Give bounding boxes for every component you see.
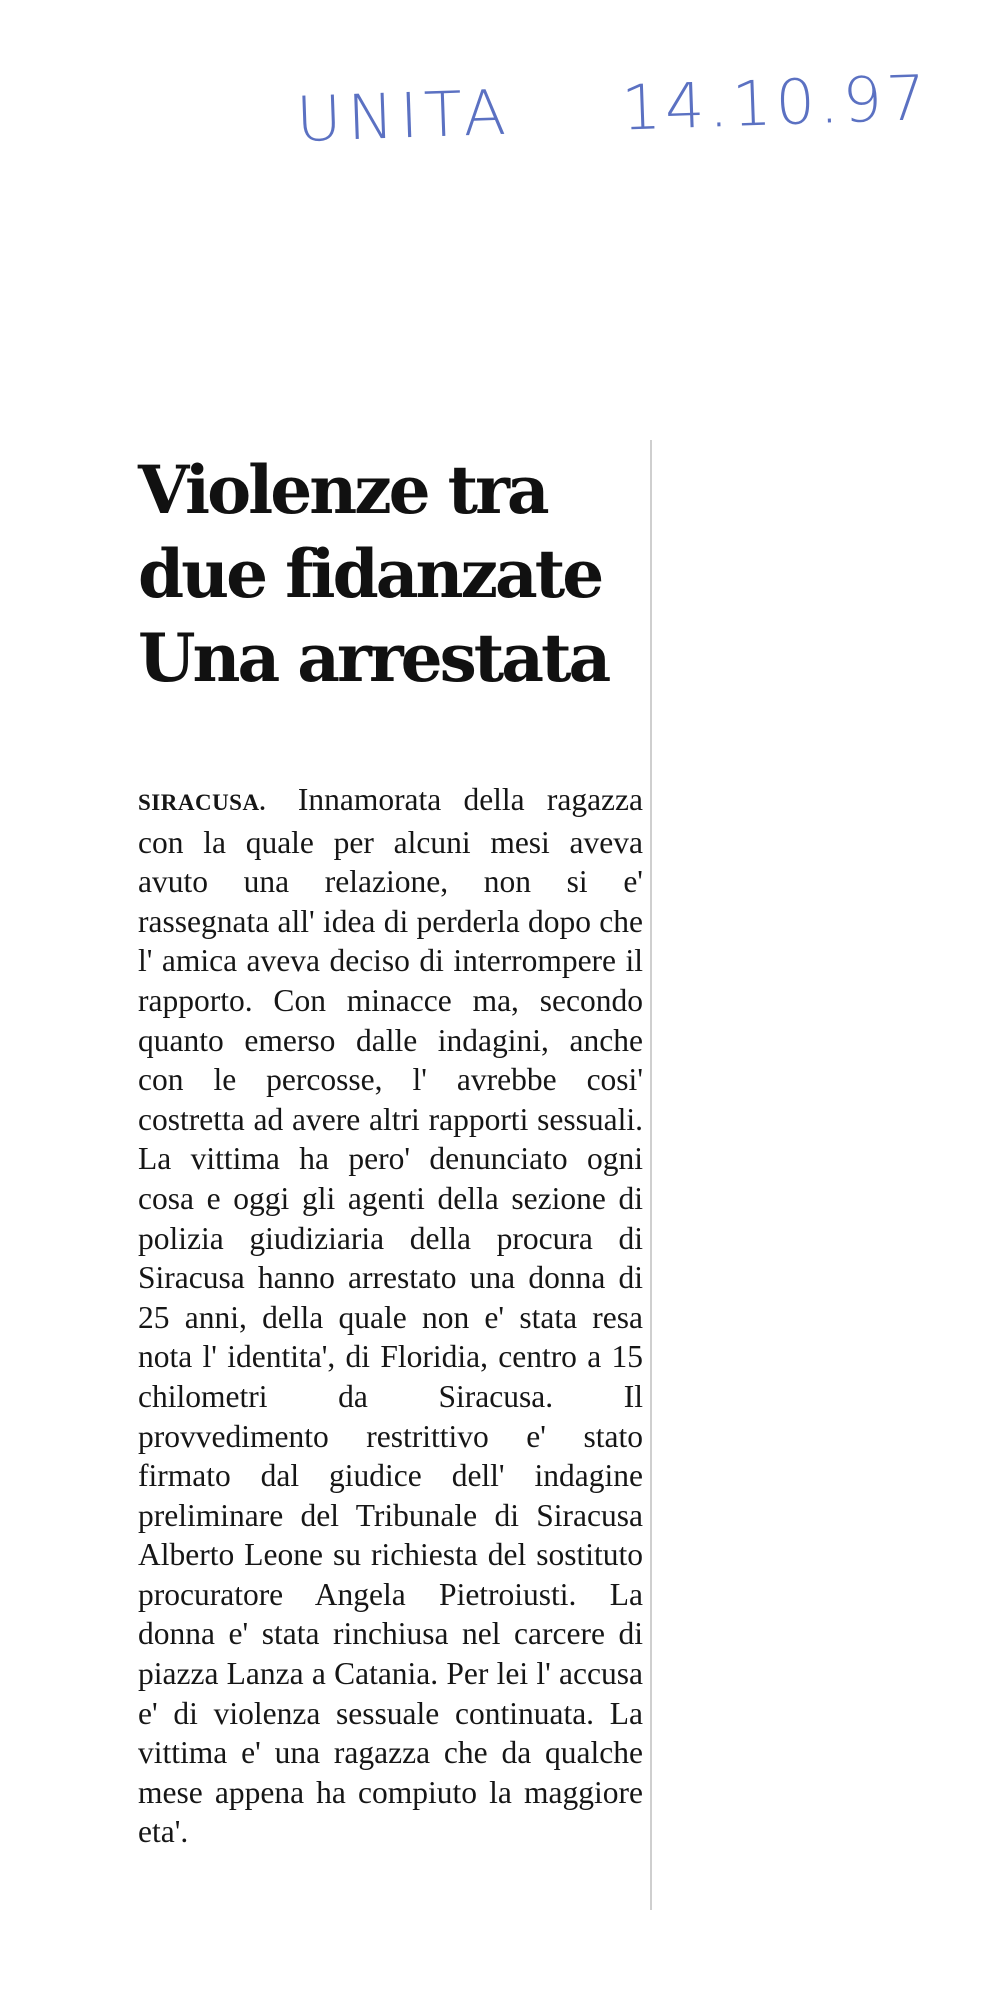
newspaper-clipping — [138, 448, 648, 1913]
clipping-edge — [650, 440, 652, 1910]
headline-line-1: Violenze tra — [138, 451, 547, 529]
article-text: Innamorata della ragazza con la quale per alcuni mesi aveva avuto una relazione, non si e' rassegnata all' idea di perderla dopo che l' amica aveva deciso di interrompere il rapporto. Con minacce ma, secondo quanto emerso dalle indagini, anche con le percosse, l' avrebbe cosi' costretta ad avere altri rapporti sessuali. La vittima ha pero' denunciato ogni cosa e oggi gli agenti della sezione di polizia giudiziaria della procura di Siracusa hanno arrestato una donna di 25 anni, della quale non e' stata resa nota l' identita', di Floridia, centro a 15 chilometri da Siracusa. Il provvedimento restrittivo e' stato firmato dal giudice dell' indagine preliminare del Tribunale di Siracusa Alberto Leone su richiesta del sostituto procuratore Angela Pietroiusti. La donna e' stata rinchiusa nel carcere di piazza Lanza a Catania. Per lei l' accusa e' di violenza sessuale continuata. La vittima e' una ragazza che da qualche mese appena ha compiuto la maggiore eta'. — [138, 782, 643, 1850]
headline-line-2: due fidanzate — [138, 535, 602, 613]
handwritten-publication: UNITA — [294, 75, 513, 157]
article-headline — [138, 448, 648, 700]
handwritten-annotation — [295, 61, 931, 156]
handwritten-date: 14.10.97 — [620, 60, 931, 145]
headline-line-3: Una arrestata — [138, 619, 609, 697]
article-body — [138, 780, 643, 1852]
article-dateline: SIRACUSA. — [138, 790, 266, 815]
